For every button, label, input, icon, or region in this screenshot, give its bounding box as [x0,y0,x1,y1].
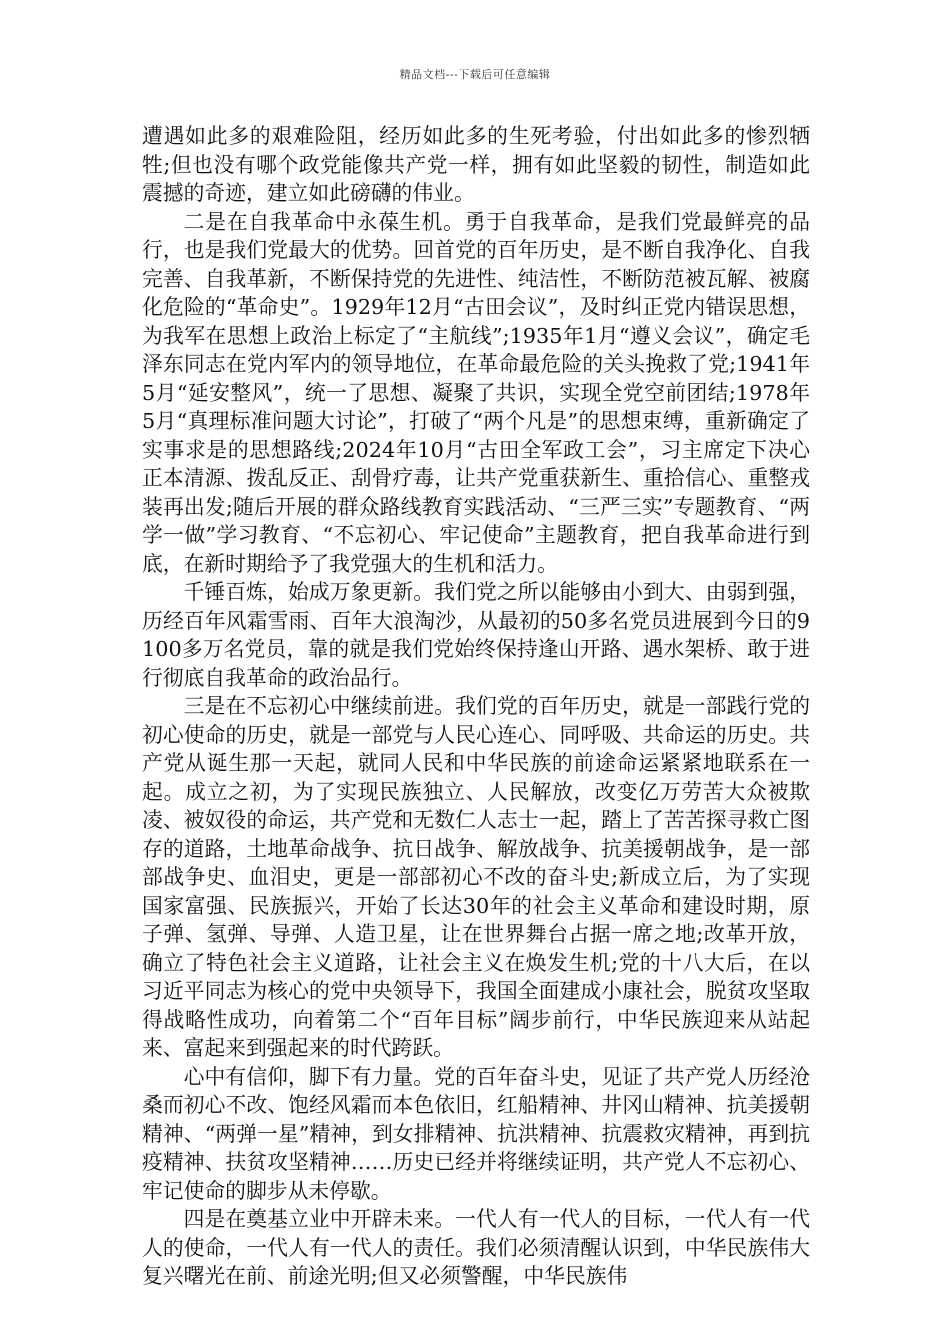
page-header: 精品文档---下载后可任意编辑 [399,68,551,81]
paragraph-faith: 心中有信仰，脚下有力量。党的百年奋斗史，见证了共产党人历经沧桑而初心不改、饱经风霜而本色依旧，红船精神、井冈山精神、抗美援朝精神、“两弹一星”精神，到女排精神、抗洪精神、抗震救灾精神，再到抗疫精神、扶贫攻坚精神……历史已经并将继续证明，共产党人不忘初心、牢记使命的脚步从未停歇。 [142,1064,810,1203]
paragraph-tempered: 千锤百炼，始成万象更新。我们党之所以能够由小到大、由弱到强，历经百年风霜雪雨、百年大浪淘沙，从最初的50多名党员进展到今日的9100多万名党员，靠的就是我们党始终保持逢山开路、遇水架桥、敢于进行彻底自我革命的政治品行。 [142,580,810,690]
paragraph-original-aspiration: 三是在不忘初心中继续前进。我们党的百年历史，就是一部践行党的初心使命的历史，就是一部党与人民心连心、同呼吸、共命运的历史。共产党从诞生那一天起，就同人民和中华民族的前途命运紧紧地联系在一起。成立之初，为了实现民族独立、人民解放，改变亿万劳苦大众被欺凌、被奴役的命运，共产党和无数仁人志士一起，踏上了苦苦探寻救亡图存的道路，土地革命战争、抗日战争、解放战争、抗美援朝战争，是一部部战争史、血泪史，更是一部部初心不改的奋斗史;新成立后，为了实现国家富强、民族振兴，开始了长达30年的社会主义革命和建设时期，原子弹、氢弹、导弹、人造卫星，让在世界舞台占据一席之地;改革开放，确立了特色社会主义道路，让社会主义在焕发生机;党的十八大后，在以习近平同志为核心的党中央领导下，我国全面建成小康社会，脱贫攻坚取得战略性成功，向着第二个“百年目标”阔步前行，中华民族迎来从站起来、富起来到强起来的时代跨跃。 [142,694,810,1060]
document-body [142,122,810,1291]
paragraph-self-revolution: 二是在自我革命中永葆生机。勇于自我革命，是我们党最鲜亮的品行，也是我们党最大的优势。回首党的百年历史，是不断自我净化、自我完善、自我革新，不断保持党的先进性、纯洁性，不断防范被瓦解、被腐化危险的“革命史”。1929年12月“古田会议”，及时纠正党内错误思想，为我军在思想上政治上标定了“主航线”;1935年1月“遵义会议”，确定毛泽东同志在党内军内的领导地位，在革命最危险的关头挽救了党;1941年5月“延安整风”，统一了思想、凝聚了共识，实现全党空前团结;1978年5月“真理标准问题大讨论”，打破了“两个凡是”的思想束缚，重新确定了实事求是的思想路线;2024年10月“古田全军政工会”，习主席定下决心正本清源、拨乱反正、刮骨疗毒，让共产党重获新生、重拾信心、重整戎装再出发;随后开展的群众路线教育实践活动、“三严三实”专题教育、“两学一做”学习教育、“不忘初心、牢记使命”主题教育，把自我革命进行到底，在新时期给予了我党强大的生机和活力。 [142,209,810,576]
paragraph-continuation: 遭遇如此多的艰难险阻，经历如此多的生死考验，付出如此多的惨烈牺牲;但也没有哪个政党能像共产党一样，拥有如此坚毅的韧性，制造如此震撼的奇迹，建立如此磅礴的伟业。 [142,124,810,205]
paragraph-foundation: 四是在奠基立业中开辟未来。一代人有一代人的目标，一代人有一代人的使命，一代人有一代人的责任。我们必须清醒认识到，中华民族伟大复兴曙光在前、前途光明;但又必须警醒，中华民族伟 [142,1207,810,1288]
